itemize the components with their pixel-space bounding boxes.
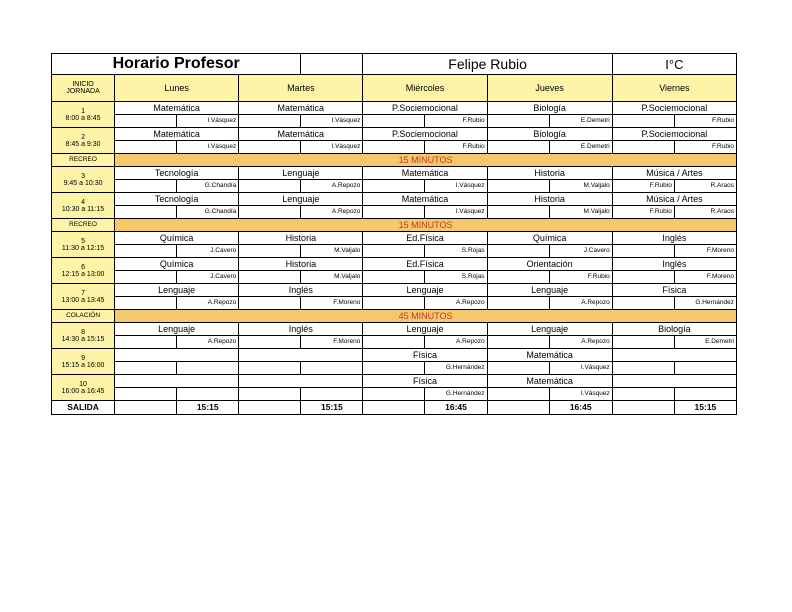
day-header: Jueves — [487, 75, 612, 102]
teacher-cell — [177, 362, 239, 375]
teacher-cell: F.Rubio — [425, 141, 487, 154]
teacher-spacer — [239, 245, 301, 258]
teacher-cell: A.Repozo — [549, 336, 612, 349]
block-time: 13:00 a 13:45 — [61, 296, 105, 304]
teacher-spacer — [363, 180, 425, 193]
day-header: Viernes — [612, 75, 736, 102]
block-subject-row — [52, 375, 737, 388]
subject-cell: Música / Artes — [612, 193, 736, 206]
block-number: 6 — [81, 263, 85, 271]
block-label — [52, 284, 115, 310]
teacher-spacer — [487, 141, 549, 154]
subject-cell: Ed.Física — [363, 258, 487, 271]
subject-cell: Lenguaje — [363, 323, 487, 336]
subject-cell: Matemática — [487, 349, 612, 362]
subject-cell: Historia — [239, 232, 363, 245]
teacher-spacer — [363, 141, 425, 154]
teacher-cell: I.Vásquez — [425, 206, 487, 219]
exit-label: SALIDA — [52, 401, 115, 415]
block-subject-row — [52, 284, 737, 297]
teacher-cell: G.Chandía — [177, 206, 239, 219]
block-teacher-row — [52, 336, 737, 349]
block-teacher-row — [52, 362, 737, 375]
block-time: 12:15 a 13:00 — [61, 270, 105, 278]
subject-cell: Química — [115, 232, 239, 245]
teacher-cell — [177, 388, 239, 401]
teacher-cell: F.Rubio — [612, 206, 674, 219]
teacher-spacer — [612, 362, 674, 375]
block-time: 11:30 a 12:15 — [61, 244, 105, 252]
teacher-cell: F.Rubio — [674, 141, 736, 154]
teacher-spacer — [363, 297, 425, 310]
subject-cell: Tecnología — [115, 193, 239, 206]
block-time: 9:45 a 10:30 — [63, 179, 103, 187]
teacher-spacer — [612, 115, 674, 128]
break-label: RECREO — [52, 219, 115, 232]
subject-cell: Inglés — [612, 258, 736, 271]
block-subject-row — [52, 128, 737, 141]
teacher-cell: A.Repozo — [425, 336, 487, 349]
teacher-cell: F.Rubio — [425, 115, 487, 128]
subject-cell: Lenguaje — [115, 323, 239, 336]
subject-cell: Física — [612, 284, 736, 297]
block-subject-row — [52, 258, 737, 271]
break-label: RECREO — [52, 154, 115, 167]
subject-cell: Física — [363, 349, 487, 362]
teacher-spacer — [115, 115, 177, 128]
subject-cell: Historia — [487, 167, 612, 180]
teacher-cell — [674, 388, 736, 401]
subject-cell: Matemática — [115, 128, 239, 141]
block-number: 4 — [81, 198, 85, 206]
subject-cell: P.Sociemocional — [363, 102, 487, 115]
exit-spacer — [239, 401, 301, 415]
title-row — [52, 54, 737, 75]
break-row — [52, 219, 737, 232]
teacher-cell: G.Hernández — [425, 362, 487, 375]
teacher-cell: A.Repozo — [425, 297, 487, 310]
teacher-cell: I.Vásquez — [549, 362, 612, 375]
teacher-spacer — [239, 271, 301, 284]
teacher-spacer — [239, 206, 301, 219]
block-subject-row — [52, 193, 737, 206]
day-header: Lunes — [115, 75, 239, 102]
exit-row — [52, 401, 737, 415]
teacher-spacer — [239, 180, 301, 193]
teacher-spacer — [115, 297, 177, 310]
exit-time: 16:45 — [425, 401, 487, 415]
block-time: 14:30 a 15:15 — [61, 335, 105, 343]
subject-cell: Lenguaje — [239, 167, 363, 180]
teacher-cell: A.Repozo — [177, 336, 239, 349]
block-number: 5 — [81, 237, 85, 245]
teacher-spacer — [115, 245, 177, 258]
subject-cell: Lenguaje — [487, 284, 612, 297]
subject-cell: Historia — [239, 258, 363, 271]
block-subject-row — [52, 232, 737, 245]
subject-cell: Inglés — [612, 232, 736, 245]
day-header: Martes — [239, 75, 363, 102]
teacher-spacer — [612, 388, 674, 401]
teacher-spacer — [612, 336, 674, 349]
teacher-cell: F.Moreno — [674, 271, 736, 284]
day-header: Miércoles — [363, 75, 487, 102]
teacher-cell — [674, 362, 736, 375]
page-title: Horario Profesor — [52, 54, 301, 75]
teacher-spacer — [487, 336, 549, 349]
subject-cell — [115, 349, 239, 362]
day-header-row — [52, 75, 737, 102]
teacher-cell: F.Rubio — [549, 271, 612, 284]
teacher-spacer — [363, 388, 425, 401]
teacher-cell: I.Vásquez — [177, 141, 239, 154]
teacher-cell: A.Repozo — [177, 297, 239, 310]
exit-spacer — [115, 401, 177, 415]
block-time: 10:30 a 11:15 — [61, 205, 105, 213]
block-label — [52, 323, 115, 349]
teacher-cell: E.Demetri — [549, 141, 612, 154]
teacher-spacer — [487, 115, 549, 128]
subject-cell: Matemática — [239, 128, 363, 141]
block-subject-row — [52, 167, 737, 180]
subject-cell: Inglés — [239, 323, 363, 336]
subject-cell: Orientación — [487, 258, 612, 271]
teacher-spacer — [487, 245, 549, 258]
subject-cell: Inglés — [239, 284, 363, 297]
teacher-spacer — [487, 206, 549, 219]
block-label — [52, 128, 115, 154]
teacher-name: Felipe Rubio — [363, 54, 612, 75]
jornada-label: JORNADA — [66, 88, 100, 95]
block-number: 3 — [81, 172, 85, 180]
block-label — [52, 232, 115, 258]
subject-cell: Lenguaje — [239, 193, 363, 206]
teacher-spacer — [115, 271, 177, 284]
teacher-cell: F.Moreno — [301, 297, 363, 310]
subject-cell — [612, 375, 736, 388]
subject-cell: P.Sociemocional — [363, 128, 487, 141]
subject-cell: Química — [487, 232, 612, 245]
block-time: 16:00 a 16:45 — [61, 387, 105, 395]
block-subject-row — [52, 349, 737, 362]
subject-cell: Biología — [487, 128, 612, 141]
block-label — [52, 258, 115, 284]
teacher-cell: J.Cavero — [177, 271, 239, 284]
subject-cell: Matemática — [239, 102, 363, 115]
teacher-spacer — [363, 271, 425, 284]
teacher-spacer — [487, 180, 549, 193]
teacher-cell: I.Vásquez — [425, 180, 487, 193]
teacher-cell: S.Rojas — [425, 245, 487, 258]
teacher-spacer — [487, 362, 549, 375]
subject-cell: Historia — [487, 193, 612, 206]
block-teacher-row — [52, 141, 737, 154]
teacher-spacer — [363, 336, 425, 349]
block-time: 8:45 a 9:30 — [65, 140, 101, 148]
subject-cell: Matemática — [115, 102, 239, 115]
subject-cell: Química — [115, 258, 239, 271]
title-spacer — [301, 54, 363, 75]
exit-time: 15:15 — [301, 401, 363, 415]
teacher-cell: F.Rubio — [612, 180, 674, 193]
teacher-cell — [301, 362, 363, 375]
subject-cell — [612, 349, 736, 362]
block-teacher-row — [52, 206, 737, 219]
teacher-cell: E.Demetri — [549, 115, 612, 128]
teacher-cell: I.Vásquez — [301, 141, 363, 154]
inicio-label: INICIO — [72, 81, 94, 88]
teacher-cell: S.Rojas — [425, 271, 487, 284]
subject-cell — [239, 375, 363, 388]
block-teacher-row — [52, 245, 737, 258]
teacher-cell — [301, 388, 363, 401]
exit-spacer — [612, 401, 674, 415]
teacher-cell: R.Araos — [674, 206, 736, 219]
block-time: 8:00 a 8:45 — [65, 114, 101, 122]
teacher-cell: G.Hernández — [425, 388, 487, 401]
teacher-cell: F.Moreno — [301, 336, 363, 349]
block-label — [52, 167, 115, 193]
teacher-cell: F.Rubio — [674, 115, 736, 128]
break-row — [52, 310, 737, 323]
teacher-cell: I.Vásquez — [177, 115, 239, 128]
subject-cell: Ed.Física — [363, 232, 487, 245]
teacher-cell: J.Cavero — [177, 245, 239, 258]
teacher-spacer — [487, 271, 549, 284]
teacher-cell: I.Vásquez — [549, 388, 612, 401]
teacher-spacer — [612, 297, 674, 310]
teacher-cell: M.Valjalo — [549, 180, 612, 193]
block-label — [52, 102, 115, 128]
block-number: 1 — [81, 107, 85, 115]
teacher-spacer — [487, 388, 549, 401]
subject-cell: Matemática — [363, 167, 487, 180]
teacher-spacer — [115, 206, 177, 219]
block-label — [52, 193, 115, 219]
block-teacher-row — [52, 388, 737, 401]
break-duration: 15 MINUTOS — [115, 219, 737, 232]
course-name: I°C — [612, 54, 736, 75]
exit-spacer — [363, 401, 425, 415]
break-row — [52, 154, 737, 167]
subject-cell: Lenguaje — [363, 284, 487, 297]
teacher-cell: M.Valjalo — [549, 206, 612, 219]
teacher-cell: R.Araos — [674, 180, 736, 193]
teacher-spacer — [239, 141, 301, 154]
teacher-spacer — [239, 336, 301, 349]
teacher-spacer — [363, 362, 425, 375]
teacher-spacer — [487, 297, 549, 310]
teacher-cell: A.Repozo — [301, 206, 363, 219]
teacher-spacer — [363, 206, 425, 219]
teacher-spacer — [115, 362, 177, 375]
block-subject-row — [52, 102, 737, 115]
teacher-cell: A.Repozo — [549, 297, 612, 310]
block-time: 15:15 a 16:00 — [61, 361, 105, 369]
teacher-cell: M.Valjalo — [301, 271, 363, 284]
teacher-spacer — [363, 115, 425, 128]
teacher-spacer — [612, 245, 674, 258]
teacher-spacer — [612, 271, 674, 284]
block-number: 8 — [81, 328, 85, 336]
teacher-cell: F.Moreno — [674, 245, 736, 258]
teacher-cell: I.Vásquez — [301, 115, 363, 128]
teacher-cell: E.Demetri — [674, 336, 736, 349]
subject-cell: Física — [363, 375, 487, 388]
teacher-spacer — [239, 388, 301, 401]
block-number: 10 — [79, 380, 87, 388]
break-duration: 15 MINUTOS — [115, 154, 737, 167]
exit-time: 16:45 — [549, 401, 612, 415]
subject-cell: Matemática — [363, 193, 487, 206]
subject-cell: Música / Artes — [612, 167, 736, 180]
block-teacher-row — [52, 115, 737, 128]
schedule-table — [51, 53, 737, 415]
teacher-spacer — [115, 180, 177, 193]
teacher-spacer — [239, 297, 301, 310]
exit-spacer — [487, 401, 549, 415]
block-label — [52, 375, 115, 401]
subject-cell: Lenguaje — [487, 323, 612, 336]
block-teacher-row — [52, 271, 737, 284]
block-subject-row — [52, 323, 737, 336]
teacher-spacer — [363, 245, 425, 258]
teacher-spacer — [115, 141, 177, 154]
teacher-cell: M.Valjalo — [301, 245, 363, 258]
teacher-spacer — [115, 336, 177, 349]
subject-cell: Biología — [487, 102, 612, 115]
teacher-spacer — [239, 362, 301, 375]
subject-cell — [239, 349, 363, 362]
subject-cell: P.Sociemocional — [612, 128, 736, 141]
block-number: 7 — [81, 289, 85, 297]
teacher-cell: A.Repozo — [301, 180, 363, 193]
exit-time: 15:15 — [674, 401, 736, 415]
block-number: 2 — [81, 133, 85, 141]
inicio-jornada-header — [52, 75, 115, 102]
teacher-spacer — [239, 115, 301, 128]
subject-cell — [115, 375, 239, 388]
break-label: COLACIÓN — [52, 310, 115, 323]
exit-time: 15:15 — [177, 401, 239, 415]
block-number: 9 — [81, 354, 85, 362]
teacher-spacer — [612, 141, 674, 154]
block-teacher-row — [52, 297, 737, 310]
subject-cell: P.Sociemocional — [612, 102, 736, 115]
subject-cell: Tecnología — [115, 167, 239, 180]
teacher-cell: G.Chandía — [177, 180, 239, 193]
break-duration: 45 MINUTOS — [115, 310, 737, 323]
schedule-body — [52, 54, 737, 415]
block-label — [52, 349, 115, 375]
subject-cell: Biología — [612, 323, 736, 336]
teacher-cell: J.Cavero — [549, 245, 612, 258]
subject-cell: Lenguaje — [115, 284, 239, 297]
subject-cell: Matemática — [487, 375, 612, 388]
teacher-spacer — [115, 388, 177, 401]
teacher-cell: G.Hernández — [674, 297, 736, 310]
block-teacher-row — [52, 180, 737, 193]
